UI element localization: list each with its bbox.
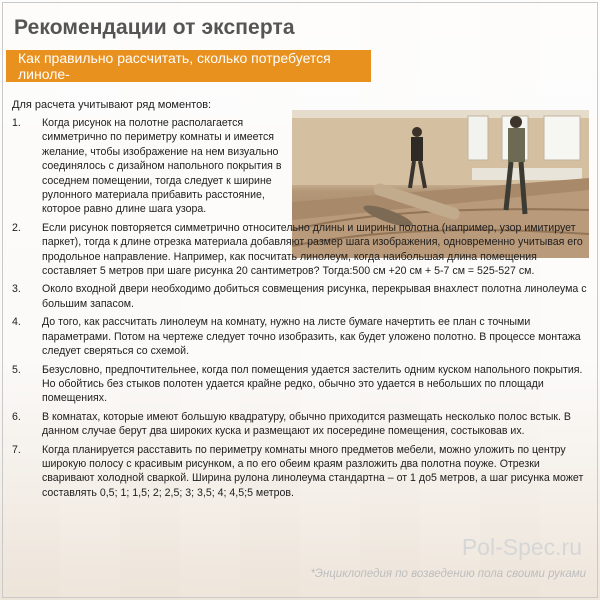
list-item <box>12 443 592 501</box>
list-item <box>12 116 300 217</box>
list-item-number: 1. <box>12 117 21 129</box>
list-item <box>12 315 592 358</box>
list-item-text: Когда планируется расставить по периметру комнаты много предметов мебели, можно уложить по центру широкую полосу с красивым рисунком, а по его обеим краям разложить два полотна поуже. Отрезки сваривают холодной сваркой. Ширина рулона линолеума стандартна – от 1 до5 метров, а шаг рисунка может составлять 0,5; 1; 1,5; 2; 2,5; 3; 3,5; 4; 4,5;5 метров. <box>42 443 584 499</box>
list-item <box>12 410 592 439</box>
footer-caption: *Энциклопедия по возведению пола своими руками <box>310 568 586 580</box>
list-item <box>12 363 592 406</box>
list-item-text: Когда рисунок на полотне располагается симметрично по периметру комнаты и имеется желание, чтобы изображение на нем визуально соединялось с дизайном напольного покрытия в соседнем помещении, тогда следует к ширине рулонного материала прибавить расстояние, которое равно длине шага узора. <box>42 117 282 216</box>
list-item <box>12 221 592 279</box>
list-item-number: 4. <box>12 316 21 329</box>
list-item-text: В комнатах, которые имеют большую квадратуру, обычно приходится размещать несколько полос встык. В данном случае берут два широких куска и размещают их посередине помещения, состыковав их. <box>42 410 571 438</box>
list-item-number: 5. <box>12 363 21 376</box>
list-item-text: До того, как рассчитать линолеум на комнату, нужно на листе бумаге начертить ее план с точными параметрами. Потом на чертеже следует точно изобразить, как будет уложено полотно. В процессе монтажа следует сверяться со схемой. <box>42 316 581 358</box>
list-item-text: Безусловно, предпочтительнее, когда пол помещения удается застелить одним куском напольного покрытия. Но обойтись без стыков полотен удается крайне редко, обычно это удается в небольших по площади помещениях. <box>42 363 583 405</box>
list-item-number: 7. <box>12 443 21 456</box>
list-item-text: Если рисунок повторяется симметрично относительно длины и ширины полотна (например, узор имитирует паркет), тогда к длине отрезка материала добавляют размер шага изображения, одновременно учитывая его продольное направление. Например, как посчитать линолеум, когда наибольшая длина помещения составляет 5 метров при шаге рисунка 20 сантиметров? Тогда:500 см +20 см + 5-7 см = 525-527 см. <box>42 221 583 278</box>
list-item-number: 2. <box>12 221 21 234</box>
recommendation-list <box>12 116 592 504</box>
page-title: Рекомендации от эксперта <box>14 16 295 39</box>
list-item <box>12 282 592 311</box>
intro-text: Для расчета учитывают ряд моментов: <box>12 99 212 111</box>
site-watermark: Pol-Spec.ru <box>461 534 582 560</box>
section-banner: Как правильно рассчитать, сколько потребуется линоле- <box>6 50 371 82</box>
list-item-text: Около входной двери необходимо добиться совмещения рисунка, перекрывая внахлест полотна линолеума с большим запасом. <box>42 283 587 310</box>
list-item-number: 6. <box>12 410 21 423</box>
list-item-number: 3. <box>12 283 21 296</box>
